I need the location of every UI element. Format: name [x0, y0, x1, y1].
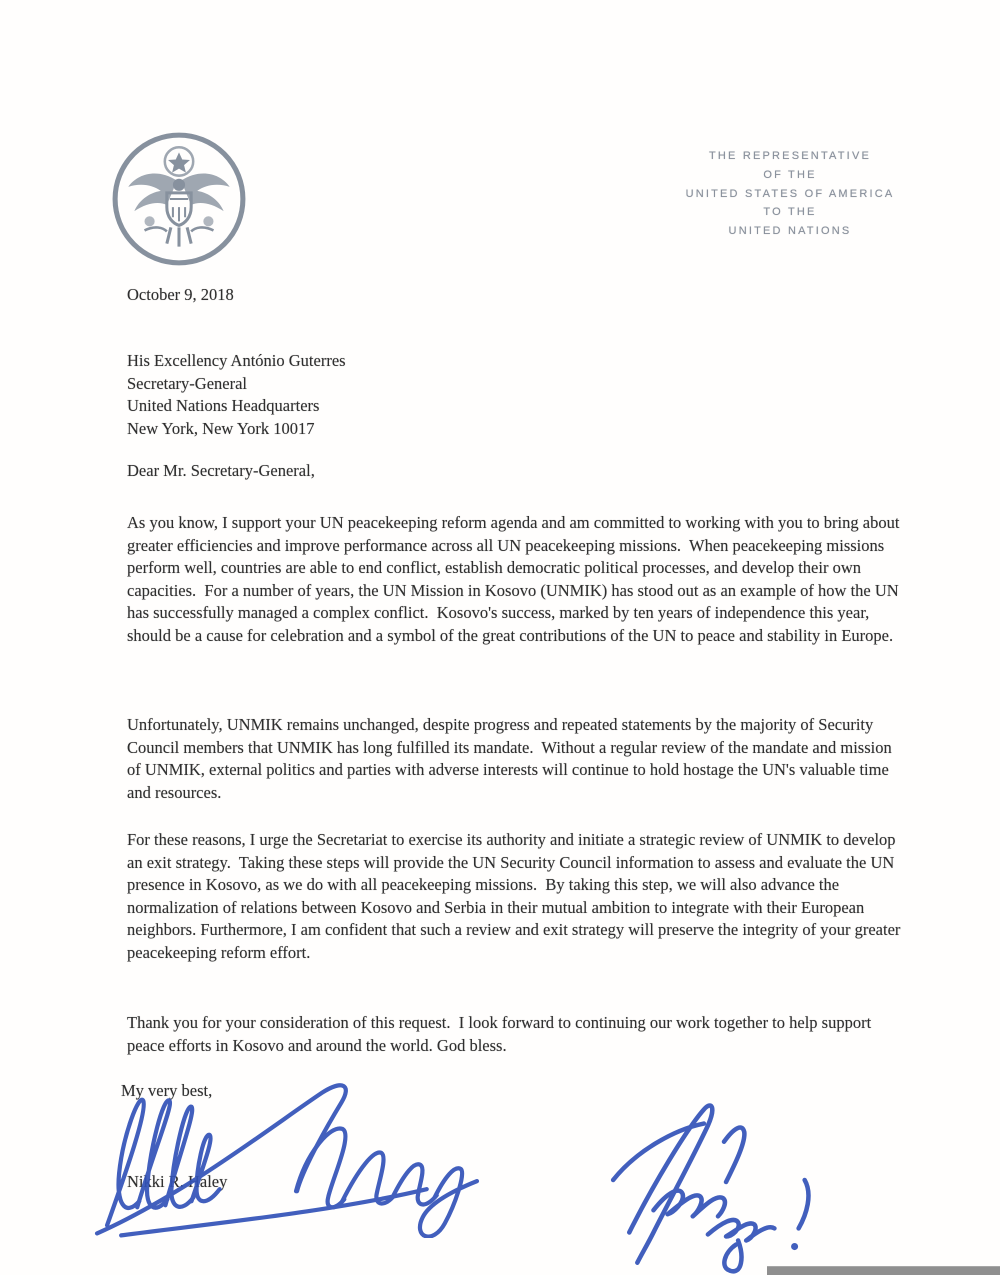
body-paragraph-2: Unfortunately, UNMIK remains unchanged, despite progress and repeated statements by the majority of Security Council members that UNMIK has long fulfilled its mandate. Without a regular review of the mandate and mission of UNMIK, external politics and parties with adverse interests will continue to hold hostage the UN's valuable time and resources.: [127, 715, 896, 802]
body-paragraph-4: Thank you for your consideration of this request. I look forward to continuing our work together to help support peace efforts in Kosovo and around the world. God bless.: [127, 1013, 876, 1055]
recipient-line: New York, New York 10017: [127, 418, 315, 438]
letterhead-line: OF THE: [763, 168, 817, 181]
letterhead-line: THE REPRESENTATIVE: [708, 150, 872, 162]
letterhead-line: UNITED NATIONS: [728, 225, 852, 238]
valediction: My very best,: [121, 1081, 213, 1100]
handwritten-signature: [93, 1076, 485, 1238]
handwritten-thank-you-note: [595, 1083, 847, 1275]
date-line: October 9, 2018: [127, 285, 234, 304]
recipient-line: United Nations Headquarters: [127, 396, 320, 415]
recipient-line: His Excellency António Guterres: [127, 351, 346, 370]
bottom-scrollbar[interactable]: [767, 1266, 1000, 1275]
us-great-seal-icon: [108, 128, 250, 270]
recipient-line: Secretary-General: [127, 373, 248, 393]
letterhead: [640, 147, 940, 241]
salutation: Dear Mr. Secretary-General,: [127, 461, 315, 480]
letterhead-line: UNITED STATES OF AMERICA: [685, 187, 895, 200]
body-paragraph-1: As you know, I support your UN peacekeeping reform agenda and am committed to working with you to bring about greater efficiencies and improve performance across all UN peacekeeping missions. When peacekeeping missions perform well, countries are able to end conflict, establish democratic political processes, and develop their own capacities. For a number of years, the UN Mission in Kosovo (UNMIK) has stood out as an example of how the UN has successfully managed a complex conflict. Kosovo's success, marked by ten years of independence this year, should be a cause for celebration and a symbol of the great contributions of the UN to peace and stability in Europe.: [127, 513, 904, 645]
letterhead-line: TO THE: [763, 206, 817, 219]
body-paragraph-3: For these reasons, I urge the Secretariat to exercise its authority and initiate a strategic review of UNMIK to develop an exit strategy. Taking these steps will provide the UN Security Council information to assess and evaluate the UN presence in Kosovo, as we do with all peacekeeping missions. By taking this step, we will also advance the normalization of relations between Kosovo and Serbia in their mutual ambition to integrate with their European neighbors. Furthermore, I am confident that such a review and exit strategy will preserve the integrity of your greater peacekeeping reform effort.: [127, 830, 905, 962]
typed-signature-name: Nikki R. Haley: [127, 1172, 228, 1191]
recipient-address: [127, 350, 346, 440]
